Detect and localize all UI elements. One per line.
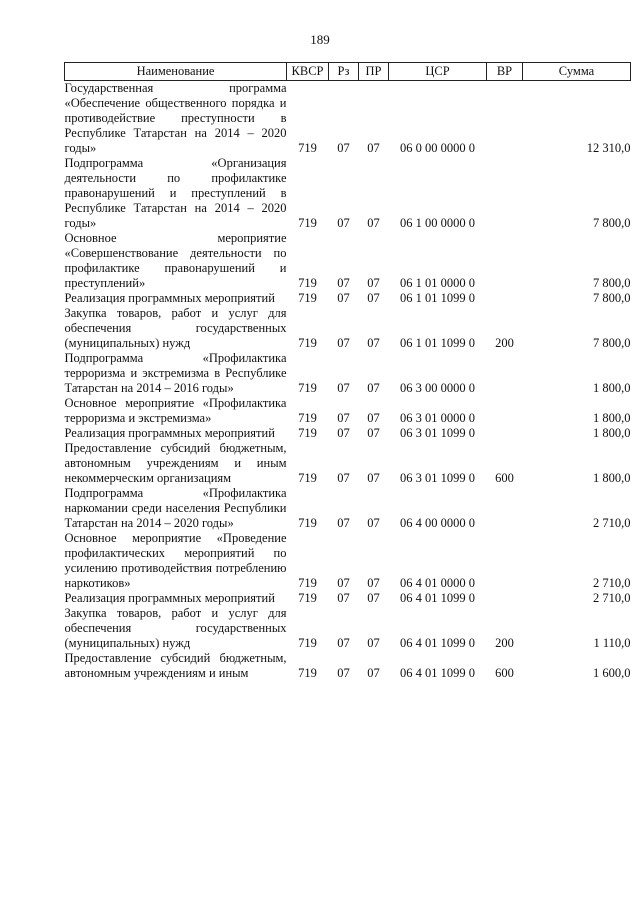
row-vr [487,591,523,606]
header-kvsr: КВСР [287,63,329,81]
row-name: Подпрограмма «Профилактика наркомании среди населения Республики Татарстан на 2014 – 2020 годы» [64,486,287,530]
row-csr: 06 1 01 1099 0 [400,291,475,305]
row-kvsr: 719 [298,576,317,590]
table-row [65,591,631,606]
row-pr: 07 [367,336,380,350]
row-csr: 06 0 00 0000 0 [400,141,475,155]
row-pr: 07 [367,471,380,485]
table-row [65,651,631,681]
row-csr: 06 3 01 1099 0 [400,471,475,485]
row-kvsr: 719 [298,426,317,440]
table-row [65,291,631,306]
row-kvsr: 719 [298,276,317,290]
row-pr: 07 [367,666,380,680]
row-vr [487,486,523,531]
row-name: Основное мероприятие «Профилактика терроризма и экстремизма» [64,396,287,425]
row-kvsr: 719 [298,591,317,605]
row-name: Закупка товаров, работ и услуг для обеспечения государственных (муниципальных) нужд [64,306,287,350]
row-kvsr: 719 [298,516,317,530]
row-vr [487,396,523,426]
row-sum: 2 710,0 [593,576,631,590]
row-name: Предоставление субсидий бюджетным, автономным учреждениям и иным [64,651,287,680]
row-vr [487,231,523,291]
row-rz: 07 [337,666,350,680]
table-row [65,426,631,441]
row-sum: 2 710,0 [593,516,631,530]
row-pr: 07 [367,276,380,290]
row-sum: 1 800,0 [593,471,631,485]
row-csr: 06 1 01 1099 0 [400,336,475,350]
row-name: Государственная программа «Обеспечение общественного порядка и противодействие преступности в Республике Татарстан на 2014 – 2020 годы» [64,81,287,155]
row-csr: 06 1 01 0000 0 [400,276,475,290]
row-kvsr: 719 [298,411,317,425]
row-kvsr: 719 [298,381,317,395]
row-vr [487,156,523,231]
row-name: Реализация программных мероприятий [64,591,275,605]
row-pr: 07 [367,576,380,590]
row-name: Закупка товаров, работ и услуг для обеспечения государственных (муниципальных) нужд [64,606,287,650]
row-pr: 07 [367,141,380,155]
row-sum: 7 800,0 [593,336,631,350]
row-rz: 07 [337,471,350,485]
row-pr: 07 [367,516,380,530]
row-pr: 07 [367,636,380,650]
row-sum: 12 310,0 [586,141,631,155]
row-name: Реализация программных мероприятий [64,426,275,440]
row-name: Реализация программных мероприятий [64,291,275,305]
row-rz: 07 [337,411,350,425]
row-rz: 07 [337,291,350,305]
row-sum: 1 600,0 [593,666,631,680]
table-body [65,81,631,682]
row-vr: 600 [495,666,514,680]
row-rz: 07 [337,426,350,440]
row-sum: 1 110,0 [593,636,631,650]
table-row [65,156,631,231]
row-csr: 06 3 00 0000 0 [400,381,475,395]
row-vr: 200 [495,636,514,650]
row-vr [487,291,523,306]
row-csr: 06 1 00 0000 0 [400,216,475,230]
row-rz: 07 [337,216,350,230]
row-vr [487,531,523,591]
row-sum: 7 800,0 [593,216,631,230]
row-rz: 07 [337,591,350,605]
header-name: Наименование [65,63,287,81]
row-csr: 06 4 00 0000 0 [400,516,475,530]
table-header-row [65,63,631,81]
header-vr: ВР [487,63,523,81]
table-row [65,486,631,531]
table-row [65,306,631,351]
row-kvsr: 719 [298,336,317,350]
row-name: Подпрограмма «Профилактика терроризма и экстремизма в Республике Татарстан на 2014 – 2016 годы» [64,351,287,395]
row-rz: 07 [337,276,350,290]
row-rz: 07 [337,381,350,395]
row-sum: 1 800,0 [593,411,631,425]
row-sum: 7 800,0 [593,291,631,305]
table-row [65,441,631,486]
row-sum: 1 800,0 [593,426,631,440]
header-sum: Сумма [523,63,631,81]
row-csr: 06 4 01 1099 0 [400,591,475,605]
row-kvsr: 719 [298,666,317,680]
row-pr: 07 [367,426,380,440]
row-rz: 07 [337,516,350,530]
row-csr: 06 4 01 0000 0 [400,576,475,590]
header-csr: ЦСР [389,63,487,81]
table-row [65,231,631,291]
row-kvsr: 719 [298,471,317,485]
row-kvsr: 719 [298,141,317,155]
row-vr [487,81,523,157]
row-kvsr: 719 [298,216,317,230]
row-sum: 7 800,0 [593,276,631,290]
row-kvsr: 719 [298,291,317,305]
row-pr: 07 [367,591,380,605]
row-pr: 07 [367,381,380,395]
table-row [65,81,631,157]
row-name: Основное мероприятие «Совершенствование деятельности по профилактике правонарушений и преступлений» [64,231,287,290]
row-sum: 2 710,0 [593,591,631,605]
table-row [65,606,631,651]
row-pr: 07 [367,291,380,305]
row-rz: 07 [337,336,350,350]
page-number: 189 [310,32,330,47]
row-vr: 600 [495,471,514,485]
table-row [65,396,631,426]
table-row [65,531,631,591]
row-csr: 06 4 01 1099 0 [400,666,475,680]
budget-table [64,62,631,681]
row-sum: 1 800,0 [593,381,631,395]
row-rz: 07 [337,576,350,590]
row-csr: 06 3 01 1099 0 [400,426,475,440]
row-rz: 07 [337,636,350,650]
row-vr: 200 [495,336,514,350]
header-pr: ПР [359,63,389,81]
row-name: Подпрограмма «Организация деятельности по профилактике правонарушений и преступлений в Республике Татарстан на 2014 – 2020 годы» [64,156,287,230]
row-pr: 07 [367,216,380,230]
row-csr: 06 4 01 1099 0 [400,636,475,650]
row-name: Предоставление субсидий бюджетным, автономным учреждениям и иным некоммерческим организациям [64,441,287,485]
header-rz: Рз [329,63,359,81]
row-kvsr: 719 [298,636,317,650]
row-rz: 07 [337,141,350,155]
row-vr [487,426,523,441]
table-row [65,351,631,396]
row-pr: 07 [367,411,380,425]
row-name: Основное мероприятие «Проведение профилактических мероприятий по усилению противодействия потреблению наркотиков» [64,531,287,590]
row-vr [487,351,523,396]
row-csr: 06 3 01 0000 0 [400,411,475,425]
